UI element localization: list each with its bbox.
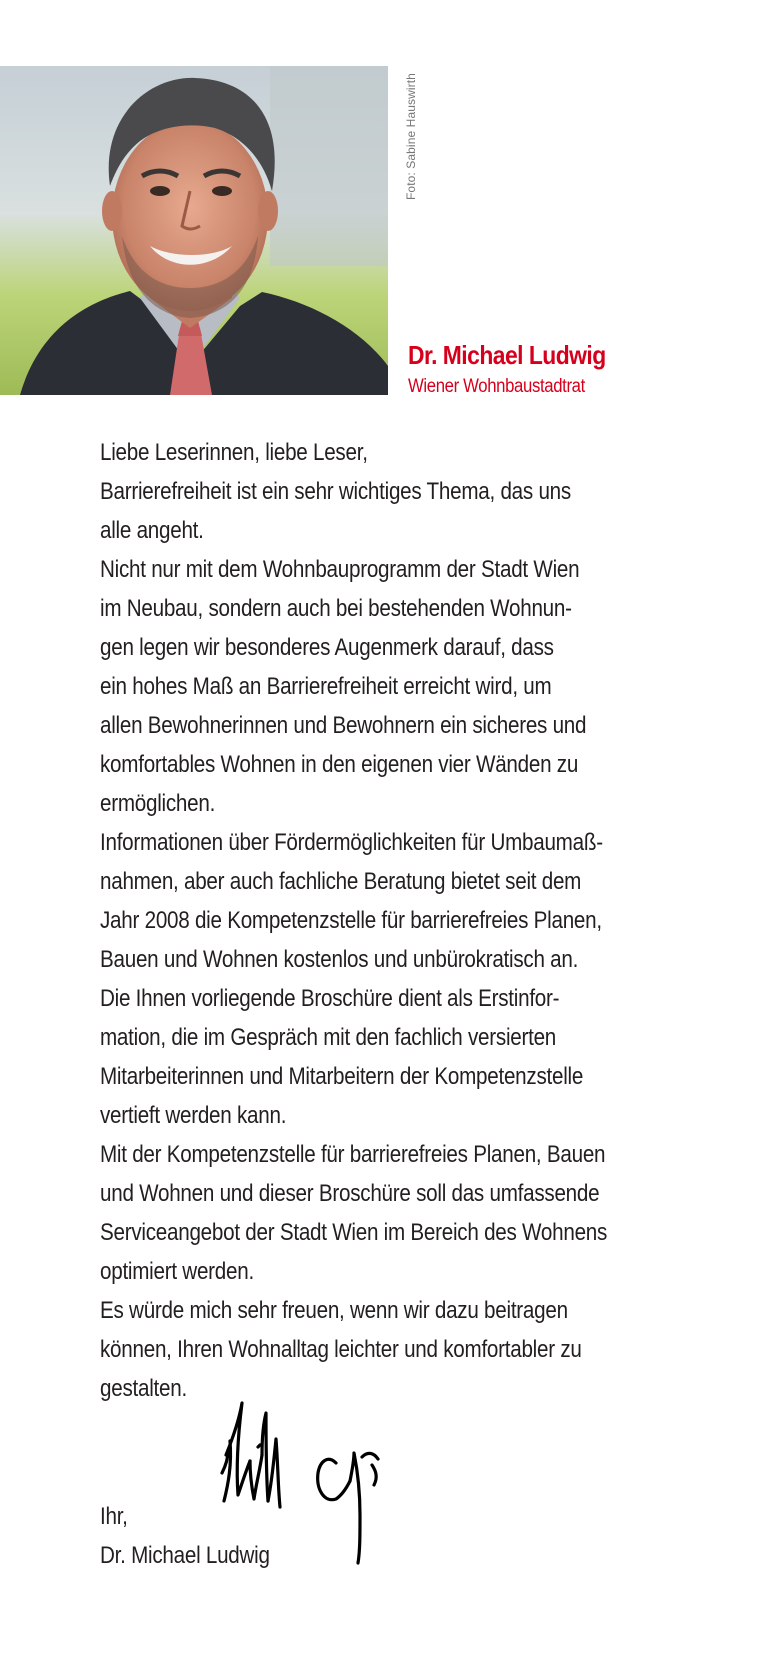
letter-line: Jahr 2008 die Kompetenzstelle für barrierefreies Planen, <box>100 907 602 934</box>
letter-line: Mit der Kompetenzstelle für barrierefreies Planen, Bauen <box>100 1141 606 1168</box>
author-name: Dr. Michael Ludwig <box>408 340 606 370</box>
letter-line: allen Bewohnerinnen und Bewohnern ein sicheres und <box>100 712 587 739</box>
letter-line: Bauen und Wohnen kostenlos und unbürokratisch an. <box>100 946 579 973</box>
letter-closing <box>100 1497 297 1575</box>
closing-salutation: Ihr, <box>100 1503 128 1530</box>
letter-line: Es würde mich sehr freuen, wenn wir dazu beitragen <box>100 1297 568 1324</box>
letter-line: gestalten. <box>100 1375 187 1402</box>
letter-line: optimiert werden. <box>100 1258 254 1285</box>
letter-line: nahmen, aber auch fachliche Beratung bietet seit dem <box>100 868 582 895</box>
photo-credit <box>404 66 418 206</box>
letter-line: im Neubau, sondern auch bei bestehenden Wohnun- <box>100 595 572 622</box>
letter-line: können, Ihren Wohnalltag leichter und komfortabler zu <box>100 1336 582 1363</box>
letter-line: ermöglichen. <box>100 790 216 817</box>
letter-line: mation, die im Gespräch mit den fachlich versierten <box>100 1024 557 1051</box>
portrait-illustration <box>0 66 388 395</box>
portrait-photo <box>0 66 388 395</box>
letter-line: ein hohes Maß an Barrierefreiheit erreicht wird, um <box>100 673 552 700</box>
letter-line: vertieft werden kann. <box>100 1102 287 1129</box>
letter-body <box>100 433 740 1408</box>
letter-line: gen legen wir besonderes Augenmerk darauf, dass <box>100 634 554 661</box>
closing-name: Dr. Michael Ludwig <box>100 1542 270 1569</box>
letter-line: Serviceangebot der Stadt Wien im Bereich des Wohnens <box>100 1219 608 1246</box>
photo-credit-text: Foto: Sabine Hauswirth <box>404 73 418 200</box>
letter-line: Die Ihnen vorliegende Broschüre dient als Erstinfor- <box>100 985 560 1012</box>
letter-line: komfortables Wohnen in den eigenen vier Wänden zu <box>100 751 579 778</box>
letter-line: Informationen über Fördermöglichkeiten für Umbaumaß- <box>100 829 603 856</box>
letter-line: alle angeht. <box>100 517 204 544</box>
letter-line: Mitarbeiterinnen und Mitarbeitern der Kompetenzstelle <box>100 1063 584 1090</box>
letter-line: Barrierefreiheit ist ein sehr wichtiges Thema, das uns <box>100 478 571 505</box>
author-title: Wiener Wohnbaustadtrat <box>408 376 585 397</box>
letter-line: und Wohnen und dieser Broschüre soll das umfassende <box>100 1180 600 1207</box>
letter-line: Nicht nur mit dem Wohnbauprogramm der Stadt Wien <box>100 556 580 583</box>
letter-line: Liebe Leserinnen, liebe Leser, <box>100 439 368 466</box>
